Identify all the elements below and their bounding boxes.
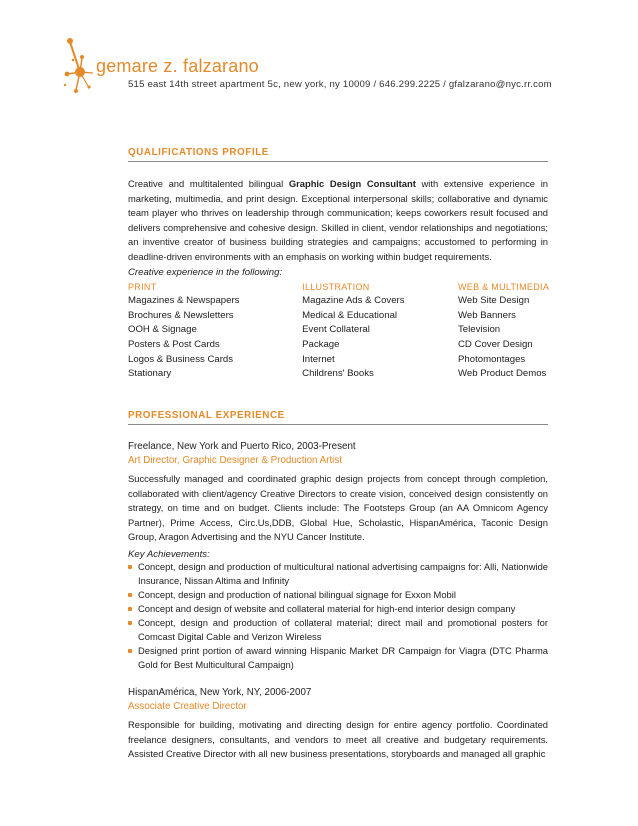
job-heading	[128, 686, 548, 700]
skill-item: Web Site Design	[458, 295, 530, 307]
job-location-dates: , New York, NY, 2006-2007	[194, 686, 312, 698]
job-role: Art Director, Graphic Designer & Production Artist	[128, 455, 342, 466]
skills-column-print	[128, 280, 302, 382]
skill-item: Photomontages	[458, 353, 526, 365]
skill-item: CD Cover Design	[458, 338, 533, 350]
skill-item: Magazines & Newspapers	[128, 295, 240, 307]
skill-item: Web Product Demos	[458, 368, 547, 380]
achievements-list	[128, 560, 548, 672]
skill-item: Brochures & Newsletters	[128, 309, 234, 321]
experience-title: PROFESSIONAL EXPERIENCE	[128, 410, 548, 425]
experience-intro: Creative experience in the following:	[128, 266, 283, 278]
skill-item: Package	[302, 338, 340, 350]
list-item: Designed print portion of award winning Hispanic Market DR Campaign for Viagra (DTC Pharma Gold for Best Multicultural Campaign)	[128, 644, 548, 672]
skill-item: Childrens' Books	[302, 368, 374, 380]
candidate-name: gemare z. falzarano	[96, 56, 259, 76]
contact-line: 515 east 14th street apartment 5c, new york, ny 10009 / 646.299.2225 / gfalzarano@nyc.rr.com	[128, 79, 552, 90]
list-item: Concept, design and production of multicultural national advertising campaigns for: Alli, Nationwide Insurance, Nissan Altima and Infinity	[128, 560, 548, 588]
company-name: HispanAmérica	[128, 686, 195, 698]
skill-item: Internet	[302, 353, 335, 365]
skills-grid	[128, 280, 548, 382]
qualifications-title: QUALIFICATIONS PROFILE	[128, 147, 548, 162]
skill-item: OOH & Signage	[128, 324, 197, 336]
skill-item: Event Collateral	[302, 324, 370, 336]
achievements-title: Key Achievements:	[128, 548, 210, 560]
skill-item: Magazine Ads & Covers	[302, 295, 405, 307]
list-item: Concept, design and production of national bilingual signage for Exxon Mobil	[128, 588, 548, 602]
job-description: Responsible for building, motivating and directing design for entire agency portfolio. Coordinated freelance designers, consultants, and vendors to meet all creative and budgetary requirements. Assisted Creative Director with all new business presentations, storyboards and managed all graphic	[128, 718, 548, 760]
qualifications-section	[128, 147, 548, 382]
skills-column-web-multimedia	[458, 280, 548, 382]
column-heading: ILLUSTRATION	[302, 281, 370, 292]
column-heading: WEB & MULTIMEDIA	[458, 281, 550, 292]
company-name: Freelance	[128, 441, 172, 452]
skill-item: Medical & Educational	[302, 309, 398, 321]
column-heading: PRINT	[128, 281, 157, 292]
skill-item: Television	[458, 324, 501, 336]
skills-column-illustration	[302, 280, 458, 382]
job-role: Associate Creative Director	[128, 700, 247, 712]
skill-item: Stationary	[128, 368, 172, 380]
job-description: Successfully managed and coordinated graphic design projects from concept through completion, collaborated with client/agency Creative Directors to create vision, conceived design consistently on strategy, on time and on budget. Clients include: The Footsteps Group (an AA Omnicom Agency Partner), Prime Access, Circ.Us,DDB, Global Hue, Scholastic, HispanAmérica, Taconic Design Group, Aragon Advertising and the NYU Cancer Institute.	[128, 473, 548, 543]
skill-item: Logos & Business Cards	[128, 353, 234, 365]
skill-item: Posters & Post Cards	[128, 338, 220, 350]
qualifications-summary: Creative and multitalented bilingual Graphic Design Consultant with extensive experience in marketing, multimedia, and print design. Exceptional interpersonal skills; collaborative and dynamic team player who thrives on leadership through communication; keeps coworkers result focused and delivers comprehensive and cohesive design. Skilled in client, vendor relationships and negotiations; an inventive creator of business building strategies and campaigns; accustomed to performing in deadline-driven environments with an emphasis on working within budget requirements.	[128, 178, 548, 262]
job-location-dates: , New York and Puerto Rico, 2003-Present	[171, 441, 356, 452]
experience-section	[128, 410, 548, 762]
list-item: Concept and design of website and collateral material for high-end interior design company	[128, 602, 548, 616]
skill-item: Web Banners	[458, 309, 516, 321]
job-heading	[128, 440, 548, 454]
list-item: Concept, design and production of collateral material; direct mail and promotional posters for Comcast Digital Cable and Verizon Wireless	[128, 616, 548, 644]
